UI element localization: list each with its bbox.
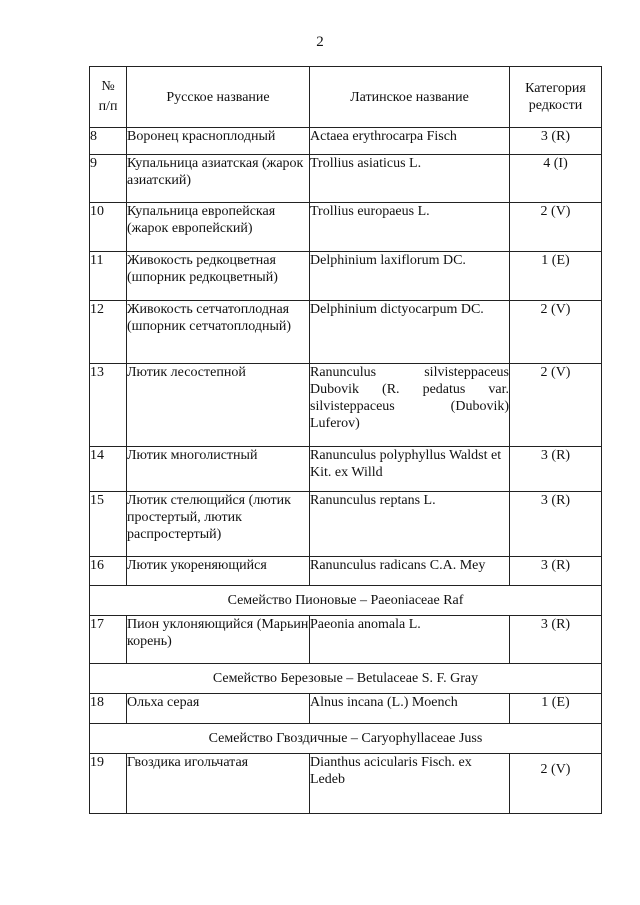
rarity-category: 2 (V) (510, 301, 602, 364)
latin-name: Trollius asiaticus L. (310, 155, 510, 203)
russian-name: Гвоздика игольчатая (127, 754, 310, 814)
russian-name: Воронец красноплодный (127, 128, 310, 155)
row-number: 15 (90, 492, 127, 557)
table-row (90, 557, 602, 586)
header-number (90, 67, 127, 128)
rarity-category: 1 (E) (510, 694, 602, 724)
table-row (90, 301, 602, 364)
row-number: 10 (90, 203, 127, 252)
header-number-line1: № (101, 79, 115, 94)
table-row (90, 364, 602, 447)
row-number: 18 (90, 694, 127, 724)
table-row (90, 492, 602, 557)
row-number: 16 (90, 557, 127, 586)
header-number-line2: п/п (98, 99, 118, 114)
family-row (90, 664, 602, 694)
row-number: 13 (90, 364, 127, 447)
latin-name: Ranunculus polyphyllus Waldst et Kit. ex Willd (310, 447, 510, 492)
russian-name: Лютик лесостепной (127, 364, 310, 447)
table-row (90, 252, 602, 301)
russian-name: Купальница европейская (жарок европейский) (127, 203, 310, 252)
rarity-category: 3 (R) (510, 557, 602, 586)
latin-name: Delphinium laxiflorum DC. (310, 252, 510, 301)
latin-name: Trollius europaeus L. (310, 203, 510, 252)
family-heading: Семейство Пионовые – Paeoniaceae Raf (90, 586, 602, 616)
row-number: 11 (90, 252, 127, 301)
russian-name: Живокость редкоцветная (шпорник редкоцветный) (127, 252, 310, 301)
row-number: 9 (90, 155, 127, 203)
row-number: 19 (90, 754, 127, 814)
rarity-category: 3 (R) (510, 616, 602, 664)
table-row (90, 128, 602, 155)
russian-name: Лютик стелющийся (лютик простертый, лютик распростертый) (127, 492, 310, 557)
latin-name: Alnus incana (L.) Moench (310, 694, 510, 724)
header-russian-name: Русское название (127, 67, 310, 128)
russian-name: Лютик укореняющийся (127, 557, 310, 586)
rarity-category: 2 (V) (510, 203, 602, 252)
header-rarity-category (510, 67, 602, 128)
header-category-line1: Категория (525, 81, 586, 96)
rarity-category: 1 (E) (510, 252, 602, 301)
row-number: 17 (90, 616, 127, 664)
russian-name: Лютик многолистный (127, 447, 310, 492)
rarity-category: 3 (R) (510, 128, 602, 155)
table-row (90, 754, 602, 814)
row-number: 12 (90, 301, 127, 364)
family-row (90, 724, 602, 754)
russian-name: Живокость сетчатоплодная (шпорник сетчатоплодный) (127, 301, 310, 364)
table-header-row (90, 67, 602, 128)
latin-name: Dianthus acicularis Fisch. ex Ledeb (310, 754, 510, 814)
table-row (90, 155, 602, 203)
family-heading: Семейство Березовые – Betulaceae S. F. Gray (90, 664, 602, 694)
table-row (90, 203, 602, 252)
rare-plants-table (89, 66, 602, 814)
latin-name: Paeonia anomala L. (310, 616, 510, 664)
family-row (90, 586, 602, 616)
rarity-category: 4 (I) (510, 155, 602, 203)
family-heading: Семейство Гвоздичные – Caryophyllaceae Juss (90, 724, 602, 754)
latin-name: Ranunculus silvisteppaceus Dubovik (R. pedatus var. silvisteppaceus (Dubovik) Luferov) (310, 364, 510, 447)
rarity-category: 3 (R) (510, 492, 602, 557)
rarity-category: 2 (V) (510, 364, 602, 447)
row-number: 8 (90, 128, 127, 155)
latin-name: Ranunculus reptans L. (310, 492, 510, 557)
russian-name: Ольха серая (127, 694, 310, 724)
table-row (90, 694, 602, 724)
table-row (90, 447, 602, 492)
latin-name: Delphinium dictyocarpum DC. (310, 301, 510, 364)
header-category-line2: редкости (528, 98, 583, 113)
latin-name: Actaea erythrocarpa Fisch (310, 128, 510, 155)
table-row (90, 616, 602, 664)
russian-name: Купальница азиатская (жарок азиатский) (127, 155, 310, 203)
russian-name: Пион уклоняющийся (Марьин корень) (127, 616, 310, 664)
latin-name: Ranunculus radicans C.A. Mey (310, 557, 510, 586)
rarity-category: 2 (V) (510, 754, 602, 814)
header-latin-name: Латинское название (310, 67, 510, 128)
rarity-category: 3 (R) (510, 447, 602, 492)
row-number: 14 (90, 447, 127, 492)
page-number: 2 (316, 34, 324, 50)
